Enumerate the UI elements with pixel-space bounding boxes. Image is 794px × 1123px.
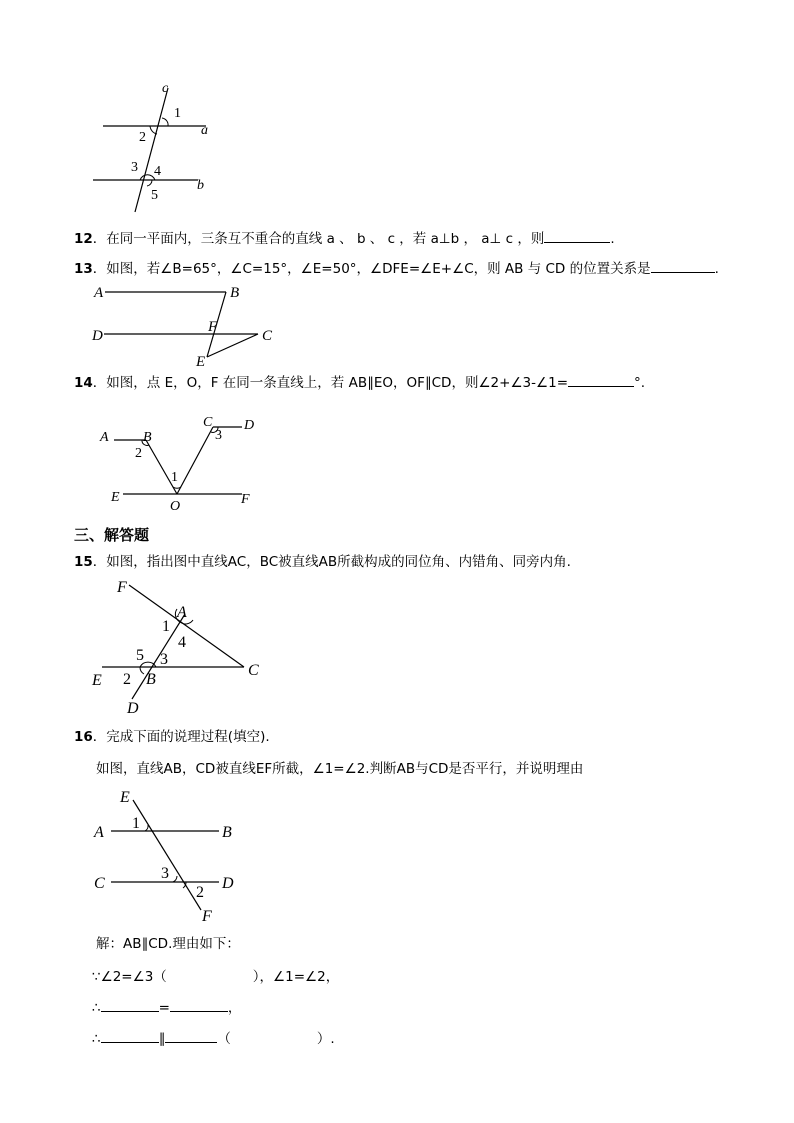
angle-label-1: 1 — [174, 106, 181, 121]
answer-blank-line-1[interactable] — [101, 1029, 159, 1043]
segment-ec — [207, 334, 258, 357]
question-number: 15 — [74, 554, 93, 570]
answer-blank[interactable] — [544, 229, 610, 243]
label-b: b — [197, 178, 204, 193]
line-fc — [129, 585, 244, 667]
segment-oc — [177, 427, 213, 494]
label-B: B — [146, 671, 156, 688]
reason-blank-2[interactable] — [231, 1029, 317, 1043]
question-text: ．完成下面的说理过程(填空). — [92, 729, 270, 745]
figure-parallel-lines-transversal — [90, 80, 230, 220]
question-number: 16 — [74, 729, 93, 745]
question-number: 13 — [74, 261, 93, 277]
solution-step-1: ∵∠2=∠3（ ），∠1=∠2， — [92, 969, 340, 985]
label-F: F — [117, 579, 127, 596]
question-12: 12．在同一平面内，三条互不重合的直线 a 、 b 、 c ，若 a⊥b ， a⊥ c ，则 . — [74, 231, 615, 247]
label-B: B — [230, 285, 240, 301]
angle-label-2: 2 — [135, 446, 142, 461]
label-C: C — [203, 415, 213, 430]
question-text: ．如图，指出图中直线AC，BC被直线AB所截构成的同位角、内错角、同旁内角. — [92, 554, 571, 570]
label-E: E — [92, 672, 102, 689]
label-E: E — [111, 490, 120, 505]
label-E: E — [196, 354, 206, 370]
label-C: C — [262, 328, 273, 344]
angle-label-4: 4 — [178, 634, 186, 651]
angle-label-3: 3 — [160, 651, 168, 668]
label-B: B — [222, 824, 232, 841]
figure-q14 — [100, 410, 270, 515]
solution-step-2: ∴ = ， — [92, 1000, 242, 1016]
label-A: A — [94, 285, 104, 301]
label-E: E — [120, 789, 130, 806]
angle-label-3: 3 — [161, 865, 169, 882]
question-13: 13．如图，若∠B=65°，∠C=15°，∠E=50°，∠DFE=∠E+∠C，则 AB 与 CD 的位置关系是 . — [74, 261, 719, 277]
question-16-prompt: 如图，直线AB，CD被直线EF所截，∠1=∠2.判断AB与CD是否平行，并说明理由 — [96, 761, 584, 777]
answer-blank[interactable] — [568, 373, 634, 387]
question-text: ．如图，点 E，O，F 在同一条直线上，若 AB∥EO，OF∥CD，则∠2+∠3-∠1= — [92, 375, 569, 391]
question-number: 14 — [74, 375, 93, 391]
label-O: O — [170, 499, 181, 514]
answer-blank-angle-2[interactable] — [170, 998, 228, 1012]
segment-bo — [146, 440, 177, 494]
angle-arc-1 — [173, 487, 181, 488]
label-F: F — [202, 908, 212, 925]
label-c: c — [162, 81, 169, 96]
answer-blank-angle-1[interactable] — [101, 998, 159, 1012]
figure-q16 — [90, 785, 250, 925]
angle-arc-3-4 — [140, 175, 155, 180]
angle-label-2: 2 — [196, 884, 204, 901]
reason-blank-1[interactable] — [167, 967, 253, 981]
angle-label-3: 3 — [215, 428, 222, 443]
angle-label-3: 3 — [131, 160, 138, 175]
angle-arc-1 — [162, 118, 168, 126]
solution-step-3: ∴ ∥ （ ）. — [92, 1031, 335, 1047]
label-D: D — [92, 328, 103, 344]
label-D: D — [222, 875, 234, 892]
label-A: A — [177, 604, 187, 621]
angle-label-5: 5 — [136, 647, 144, 664]
question-number: 12 — [74, 231, 93, 247]
solution-intro: 解：AB∥CD.理由如下： — [96, 936, 240, 952]
label-C: C — [248, 662, 259, 679]
label-A: A — [94, 824, 104, 841]
question-text: ．在同一平面内，三条互不重合的直线 a 、 b 、 c ，若 a⊥b ， a⊥ c ，则 — [92, 231, 545, 247]
angle-label-1: 1 — [162, 618, 170, 635]
label-a: a — [201, 123, 208, 138]
question-text: ．如图，若∠B=65°，∠C=15°，∠E=50°，∠DFE=∠E+∠C，则 AB 与 CD 的位置关系是 — [92, 261, 651, 277]
label-C: C — [94, 875, 105, 892]
figure-q13 — [88, 280, 288, 375]
label-F: F — [208, 319, 218, 335]
angle-arc-3 — [173, 876, 177, 882]
angle-arc-1 — [145, 825, 148, 831]
section-title: 三、解答题 — [74, 526, 150, 544]
answer-blank[interactable] — [651, 259, 715, 273]
angle-arc-b2 — [140, 667, 144, 674]
line-ef — [133, 800, 201, 910]
question-14: 14．如图，点 E，O，F 在同一条直线上，若 AB∥EO，OF∥CD，则∠2+∠3-∠1= °. — [74, 375, 646, 391]
label-F: F — [241, 492, 250, 507]
label-A: A — [100, 430, 109, 445]
angle-label-2: 2 — [123, 671, 131, 688]
angle-label-1: 1 — [132, 815, 140, 832]
label-D: D — [244, 418, 255, 433]
label-B: B — [143, 430, 152, 445]
figure-q15 — [90, 575, 270, 715]
angle-label-5: 5 — [151, 188, 158, 203]
angle-label-4: 4 — [154, 164, 161, 179]
angle-arc-5 — [147, 180, 152, 186]
angle-label-1: 1 — [171, 470, 178, 485]
answer-blank-line-2[interactable] — [165, 1029, 217, 1043]
question-16 — [74, 728, 270, 746]
question-15 — [74, 553, 571, 571]
label-D: D — [127, 700, 139, 717]
angle-label-2: 2 — [139, 130, 146, 145]
